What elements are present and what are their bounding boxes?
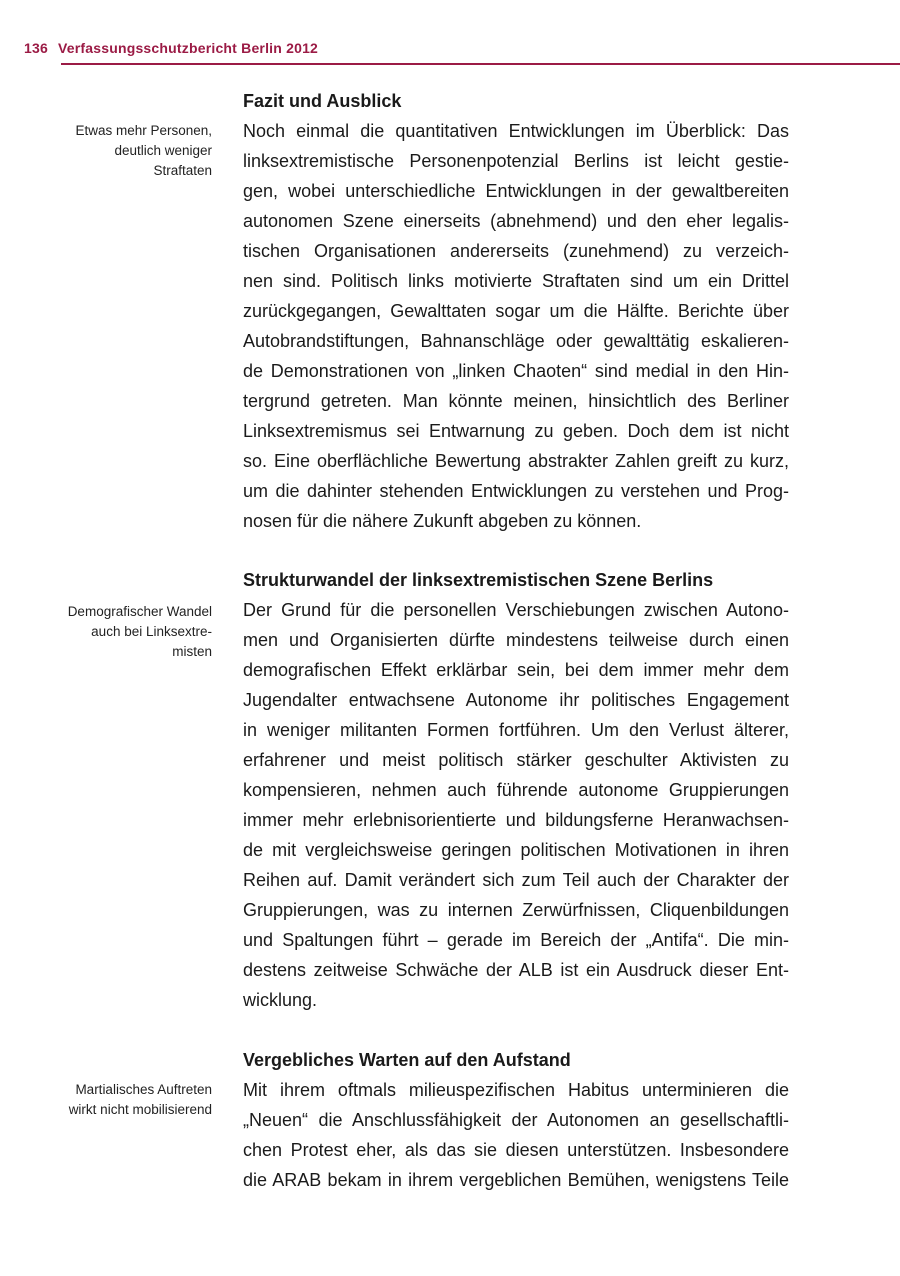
body-text-line: Linksextremismus sei Entwarnung zu geben. Doch dem ist nicht	[243, 421, 789, 441]
body-text-line: Reihen auf. Damit verändert sich zum Teil auch der Charakter der	[243, 870, 789, 890]
body-text-line: zurückgegangen, Gewalttaten sogar um die Hälfte. Berichte über	[243, 301, 789, 321]
margin-note	[22, 602, 212, 662]
body-text-line: tergrund getreten. Man könnte meinen, hinsichtlich des Berliner	[243, 391, 789, 411]
body-text-line: Noch einmal die quantitativen Entwicklungen im Überblick: Das	[243, 121, 789, 141]
page-number: 136	[24, 40, 48, 56]
margin-note-line: Martialisches Auftreten	[75, 1082, 212, 1097]
section-heading: Vergebliches Warten auf den Aufstand	[243, 1050, 571, 1070]
body-text-line: linksextremistische Personenpotenzial Berlins ist leicht gestie-	[243, 151, 789, 171]
margin-note-line: deutlich weniger	[114, 143, 212, 158]
body-text-line: nosen für die nähere Zukunft abgeben zu können.	[243, 511, 642, 531]
body-text-line: Gruppierungen, was zu internen Zerwürfnissen, Cliquenbildungen	[243, 900, 789, 920]
body-text-line: autonomen Szene einerseits (abnehmend) und den eher legalis-	[243, 211, 789, 231]
body-text-line: die ARAB bekam in ihrem vergeblichen Bemühen, wenigstens Teile	[243, 1170, 789, 1190]
margin-note-line: Demografischer Wandel	[67, 604, 212, 619]
section-heading: Fazit und Ausblick	[243, 91, 402, 111]
body-text-line: men und Organisierten dürfte mindestens teilweise durch einen	[243, 630, 789, 650]
margin-note-line: auch bei Linksextre-	[91, 624, 212, 639]
body-text-line: „Neuen“ die Anschlussfähigkeit der Autonomen an gesellschaftli-	[243, 1110, 789, 1130]
body-text-line: in weniger militanten Formen fortführen. Um den Verlust älterer,	[243, 720, 789, 740]
body-text-line: de Demonstrationen von „linken Chaoten“ sind medial in den Hin-	[243, 361, 789, 381]
body-text-line: Der Grund für die personellen Verschiebungen zwischen Autono-	[243, 600, 789, 620]
body-text-line: Jugendalter entwachsene Autonome ihr politisches Engagement	[243, 690, 789, 710]
section-heading: Strukturwandel der linksextremistischen Szene Berlins	[243, 570, 714, 590]
body-text-line: Mit ihrem oftmals milieuspezifischen Habitus unterminieren die	[243, 1080, 789, 1100]
margin-note-line: Straftaten	[153, 163, 212, 178]
body-text-line: immer mehr erlebnisorientierte und bildungsferne Heranwachsen-	[243, 810, 789, 830]
body-text-line: erfahrener und meist politisch stärker geschulter Aktivisten zu	[243, 750, 789, 770]
body-text-line: und Spaltungen führt – gerade im Bereich der „Antifa“. Die min-	[243, 930, 789, 950]
publication-title: Verfassungsschutzbericht Berlin 2012	[57, 40, 319, 56]
margin-note	[22, 121, 212, 181]
body-text-line: destens zeitweise Schwäche der ALB ist ein Ausdruck dieser Ent-	[243, 960, 789, 980]
section	[243, 86, 789, 536]
body-text-line: so. Eine oberflächliche Bewertung abstrakter Zahlen greift zu kurz,	[243, 451, 789, 471]
body-text-line: kompensieren, nehmen auch führende autonome Gruppierungen	[243, 780, 789, 800]
header-rule	[61, 63, 900, 65]
body-text-line: um die dahinter stehenden Entwicklungen zu verstehen und Prog-	[243, 481, 789, 501]
body-text-line: tischen Organisationen andererseits (zunehmend) zu verzeich-	[243, 241, 789, 261]
body-text-line: gen, wobei unterschiedliche Entwicklungen in der gewaltbereiten	[243, 181, 789, 201]
body-text-line: Autobrandstiftungen, Bahnanschläge oder gewalttätig eskalieren-	[243, 331, 789, 351]
margin-note-line: misten	[172, 644, 212, 659]
margin-note-line: wirkt nicht mobilisierend	[68, 1102, 212, 1117]
body-text-line: chen Protest eher, als das sie diesen unterstützen. Insbesondere	[243, 1140, 789, 1160]
margin-note-line: Etwas mehr Personen,	[75, 123, 212, 138]
body-text-line: wicklung.	[243, 990, 318, 1010]
body-text-line: nen sind. Politisch links motivierte Straftaten sind um ein Drittel	[243, 271, 789, 291]
running-header	[24, 40, 318, 56]
body-text-line: de mit vergleichsweise geringen politischen Motivationen in ihren	[243, 840, 789, 860]
body-text-line: demografischen Effekt erklärbar sein, bei dem immer mehr dem	[243, 660, 789, 680]
section	[243, 565, 789, 1015]
section	[243, 1045, 789, 1195]
margin-note	[22, 1080, 212, 1120]
